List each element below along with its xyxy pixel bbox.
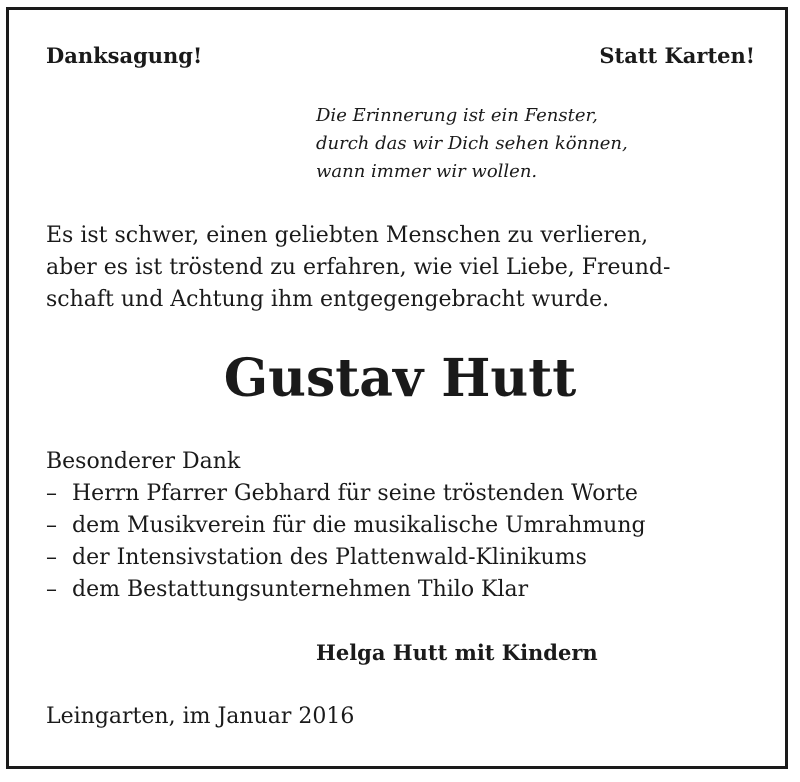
intro-paragraph: [46, 220, 670, 316]
dash-bullet: –: [46, 545, 57, 570]
thanks-item: [46, 478, 646, 510]
heading-instead-of-cards: Statt Karten!: [599, 43, 755, 68]
dash-bullet: –: [46, 481, 57, 506]
memorial-quote: [316, 102, 628, 186]
quote-line: Die Erinnerung ist ein Fenster,: [316, 105, 598, 126]
deceased-name: Gustav Hutt: [223, 348, 577, 409]
intro-line: Es ist schwer, einen geliebten Menschen zu verlieren,: [46, 223, 649, 248]
quote-line: durch das wir Dich sehen können,: [316, 133, 628, 154]
quote-line: wann immer wir wollen.: [316, 161, 538, 182]
intro-line: aber es ist tröstend zu erfahren, wie viel Liebe, Freund-: [46, 255, 671, 280]
thanks-item-text: der Intensivstation des Plattenwald-Klinikums: [72, 545, 587, 570]
signature: Helga Hutt mit Kindern: [316, 640, 598, 665]
dash-bullet: –: [46, 577, 57, 602]
dash-bullet: –: [46, 513, 57, 538]
intro-line: schaft und Achtung ihm entgegengebracht wurde.: [46, 287, 610, 312]
thanks-item-text: dem Bestattungsunternehmen Thilo Klar: [72, 577, 529, 602]
thanks-item-text: dem Musikverein für die musikalische Umrahmung: [72, 513, 646, 538]
thanks-item: [46, 542, 646, 574]
thanks-item: [46, 510, 646, 542]
thanks-item-text: Herrn Pfarrer Gebhard für seine tröstenden Worte: [72, 481, 638, 506]
place-date: Leingarten, im Januar 2016: [46, 704, 355, 729]
heading-thanks: Danksagung!: [46, 43, 203, 68]
thanks-heading: Besonderer Dank: [46, 449, 241, 474]
thanks-item: [46, 574, 646, 606]
thanks-section: [46, 446, 646, 606]
